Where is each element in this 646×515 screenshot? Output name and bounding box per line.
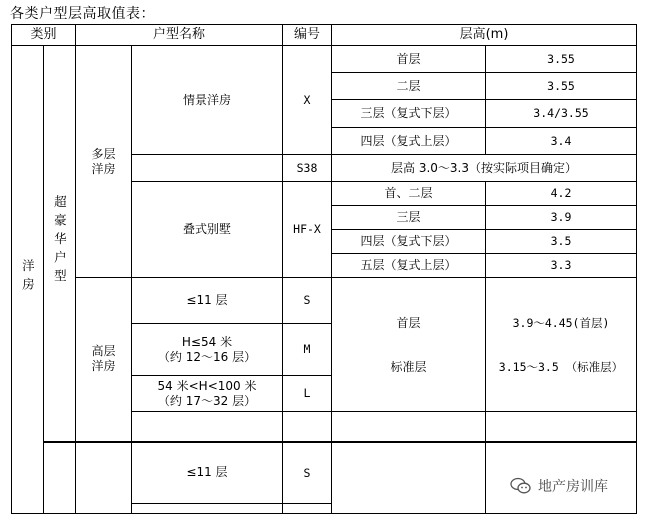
floor-cell: 首、二层 <box>332 182 486 206</box>
floor-cell: 三层（复式下层） <box>332 100 486 128</box>
height-range-line: 54 米<H<100 米 <box>157 378 257 393</box>
high-floor-heights <box>486 278 637 412</box>
watermark-text: 地产房训库 <box>538 479 608 495</box>
height-range-line: H≤54 米 <box>181 334 233 349</box>
table-caption: 各类户型层高取值表： <box>10 6 155 22</box>
floor-cell: 二层 <box>332 73 486 100</box>
height-cell: 4.2 <box>486 182 637 206</box>
house-name-high-l <box>132 376 283 412</box>
next-code-2 <box>283 504 332 514</box>
code-high-l: L <box>283 376 332 412</box>
category-main-label: 洋房 <box>20 259 36 296</box>
storey-range-line: （约 12～16 层） <box>157 349 257 364</box>
header-code: 编号 <box>283 25 332 46</box>
floor-cell: 首层 <box>332 46 486 73</box>
code-qingjing: X <box>283 46 332 155</box>
next-group-cell <box>76 442 132 514</box>
subcategory-cell <box>44 46 76 442</box>
storey-range-line: （约 17～32 层） <box>157 393 257 408</box>
height-cell: 3.55 <box>486 46 637 73</box>
height-cell: 3.4/3.55 <box>486 100 637 128</box>
s38-note: 层高 3.0～3.3（按实际项目确定） <box>332 155 637 182</box>
high-floor-standard: 标准层 <box>390 359 427 374</box>
height-cell: 3.55 <box>486 73 637 100</box>
next-house-name-2 <box>132 504 283 514</box>
header-floor-height: 层高(m) <box>332 25 637 46</box>
floor-cell: 五层（复式上层） <box>332 254 486 278</box>
wechat-icon <box>510 477 532 495</box>
height-cell: 3.5 <box>486 230 637 254</box>
high-height-standard: 3.15～3.5 （标准层） <box>498 359 624 374</box>
floor-cell: 四层（复式下层） <box>332 230 486 254</box>
empty-cell <box>332 412 486 442</box>
high-height-first: 3.9～4.45(首层) <box>512 315 610 330</box>
empty-cell <box>486 412 637 442</box>
code-s38: S38 <box>283 155 332 182</box>
high-floor-labels <box>332 278 486 412</box>
house-name-high-m <box>132 324 283 376</box>
height-cell: 3.9 <box>486 206 637 230</box>
code-dieshi: HF-X <box>283 182 332 278</box>
header-house-type-name: 户型名称 <box>76 25 283 46</box>
group-high-storey: 高层洋房 <box>76 278 132 442</box>
height-cell: 3.4 <box>486 128 637 155</box>
next-subcategory-cell <box>44 442 76 514</box>
code-high-m: M <box>283 324 332 376</box>
next-house-name: ≤11 层 <box>132 442 283 504</box>
house-name-qingjing-s38 <box>132 155 283 182</box>
empty-cell <box>132 412 283 442</box>
house-name-high-s: ≤11 层 <box>132 278 283 324</box>
house-name-dieshi: 叠式别墅 <box>132 182 283 278</box>
height-cell: 3.3 <box>486 254 637 278</box>
next-code: S <box>283 442 332 504</box>
header-category: 类别 <box>12 25 76 46</box>
floor-cell: 三层 <box>332 206 486 230</box>
code-high-s: S <box>283 278 332 324</box>
high-floor-first: 首层 <box>396 315 421 330</box>
floor-height-table <box>11 24 637 514</box>
subcategory-label: 超豪华户型 <box>52 195 68 288</box>
group-multi-storey: 多层洋房 <box>76 46 132 278</box>
house-name-qingjing: 情景洋房 <box>132 46 283 155</box>
category-main-cell <box>12 46 44 514</box>
next-floor-cell <box>332 442 486 514</box>
empty-cell <box>283 412 332 442</box>
watermark <box>510 476 608 496</box>
floor-cell: 四层（复式上层） <box>332 128 486 155</box>
